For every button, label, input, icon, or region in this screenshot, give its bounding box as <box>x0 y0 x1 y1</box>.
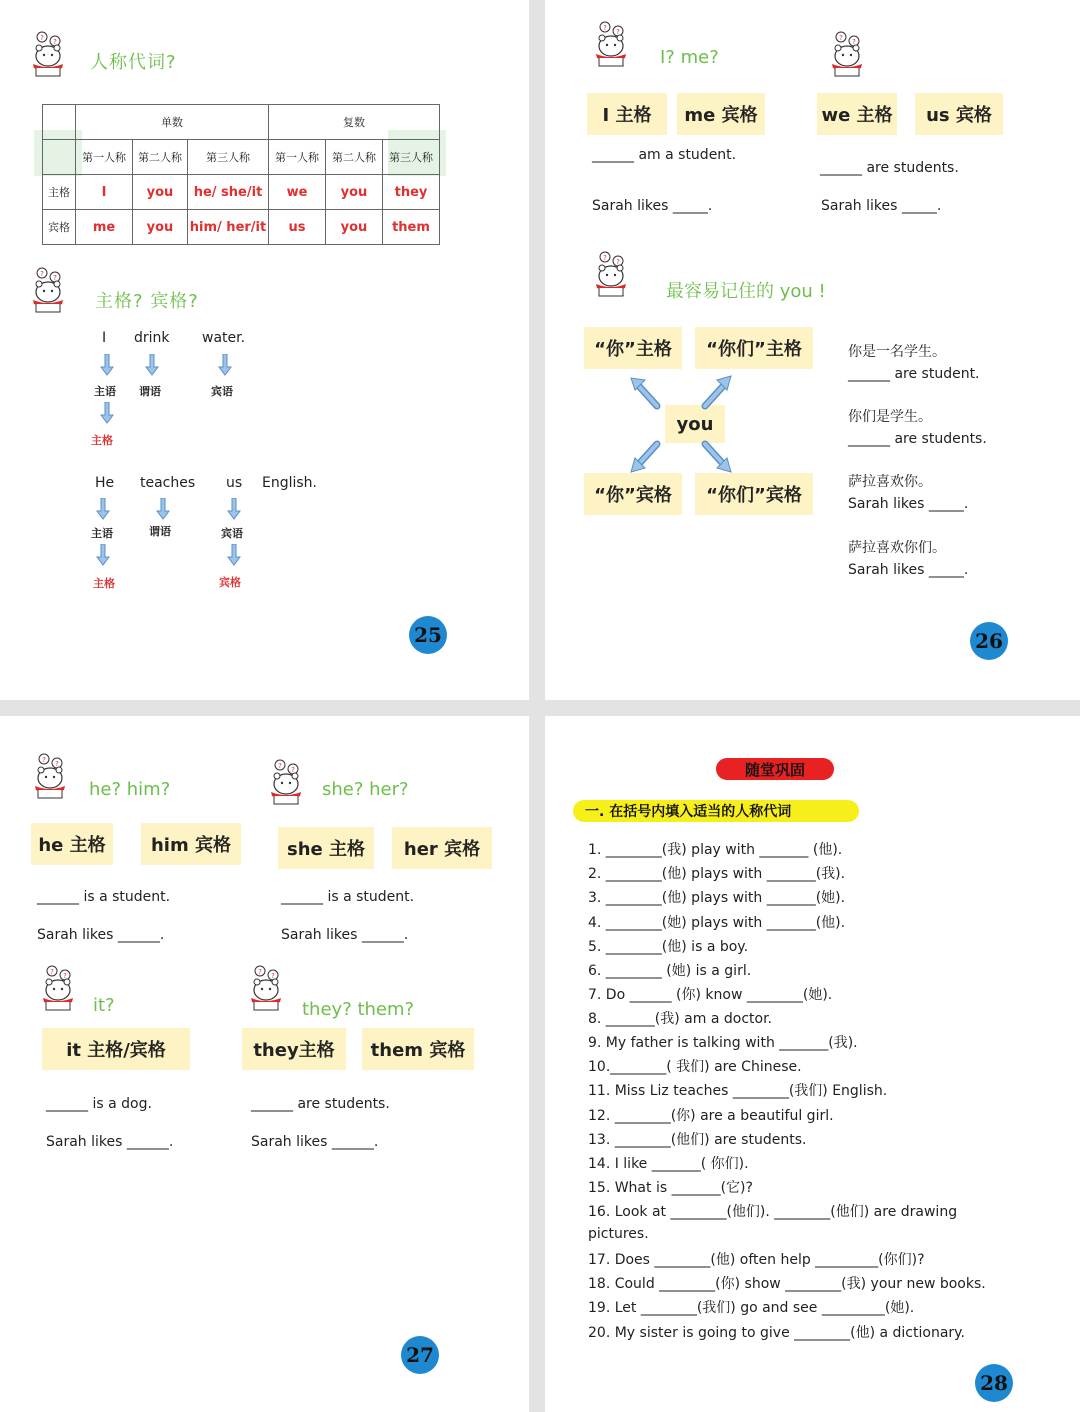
exercise-item: 17. Does ________(他) often help _________(你们)? <box>588 1252 925 1268</box>
section-title: they? them? <box>302 999 415 1020</box>
exercise-item: 6. ________ (她) is a girl. <box>588 963 752 979</box>
section-title: it? <box>93 995 115 1016</box>
table-row <box>43 175 440 210</box>
you-card-center: you <box>665 405 725 443</box>
arrow-down-icon <box>156 498 170 520</box>
person-header: 第一人称 <box>269 140 326 175</box>
fill-line: ______ are students. <box>820 160 959 176</box>
table-cell: he/ she/it <box>188 175 269 210</box>
banner: 随堂巩固 <box>716 758 834 780</box>
grammar-label: 主语 <box>91 527 113 540</box>
bear-icon <box>38 964 86 1012</box>
fill-line: ______ are students. <box>251 1096 390 1112</box>
fill-line: Sarah likes ______. <box>46 1134 174 1150</box>
fill-line: Sarah likes _____. <box>592 198 713 214</box>
table-cell: him/ her/it <box>188 210 269 245</box>
exercise-item: 14. I like _______( 你们). <box>588 1156 749 1172</box>
page-28 <box>545 716 1080 1412</box>
exercise-item: 2. ________(他) plays with _______(我). <box>588 866 846 882</box>
exercise-item: 11. Miss Liz teaches ________(我们) English. <box>588 1083 888 1099</box>
fill-line: ______ is a student. <box>281 889 415 905</box>
page-number: 27 <box>401 1336 439 1374</box>
page-26 <box>545 0 1080 700</box>
page-title: 人称代词? <box>90 52 177 73</box>
header-plural: 复数 <box>269 105 440 140</box>
qa-chinese: 你们是学生。 <box>848 409 932 425</box>
bear-icon <box>266 758 314 806</box>
table-cell: you <box>326 175 383 210</box>
table-cell: you <box>326 210 383 245</box>
table-row <box>43 210 440 245</box>
grammar-label: 谓语 <box>149 525 171 538</box>
exercise-item: 3. ________(他) plays with _______(她). <box>588 890 846 906</box>
exercise-item: 10.________( 我们) are Chinese. <box>588 1059 802 1075</box>
section-title: she? her? <box>322 779 409 800</box>
qa-chinese: 你是一名学生。 <box>848 344 946 360</box>
qa-chinese: 萨拉喜欢你。 <box>848 474 932 490</box>
exercise-item: 9. My father is talking with _______(我). <box>588 1035 858 1051</box>
arrow-down-icon <box>96 544 110 566</box>
page-title: I? me? <box>660 47 719 68</box>
pronoun-card: we 主格 <box>817 93 897 135</box>
section-title: he? him? <box>89 779 171 800</box>
qa-chinese: 萨拉喜欢你们。 <box>848 540 946 556</box>
header-singular: 单数 <box>76 105 269 140</box>
page-number: 25 <box>409 616 447 654</box>
fill-line: Sarah likes _____. <box>848 562 969 578</box>
pronoun-card: me 宾格 <box>677 93 765 135</box>
section-title <box>666 277 826 303</box>
pronoun-card: it 主格/宾格 <box>42 1028 190 1070</box>
table-cell: them <box>383 210 440 245</box>
table-cell: you <box>133 175 188 210</box>
person-header: 第一人称 <box>76 140 133 175</box>
exercise-item: 13. ________(他们) are students. <box>588 1132 807 1148</box>
fill-line: ______ am a student. <box>592 147 737 163</box>
you-card-br: “你们”宾格 <box>695 473 813 515</box>
case-label: 主格 <box>93 577 115 590</box>
pronoun-card: him 宾格 <box>141 823 241 865</box>
section-title: 主格? 宾格? <box>95 291 199 312</box>
grammar-label: 宾语 <box>221 527 243 540</box>
sentence-word: drink <box>134 330 170 346</box>
case-label: 主格 <box>91 434 113 447</box>
page-number: 26 <box>970 622 1008 660</box>
table-cell: they <box>383 175 440 210</box>
sentence-word: English. <box>262 475 318 491</box>
arrow-down-icon <box>100 354 114 376</box>
fill-line: ______ are student. <box>848 366 980 382</box>
exercise-item: 8. _______(我) am a doctor. <box>588 1011 773 1027</box>
sentence-word: water. <box>202 330 246 346</box>
arrow-down-icon <box>218 354 232 376</box>
pronoun-table <box>42 104 440 245</box>
title-english: you ! <box>774 281 826 302</box>
person-header: 第三人称 <box>188 140 269 175</box>
sentence-word: us <box>226 475 243 491</box>
exercise-item: 1. ________(我) play with _______ (他). <box>588 842 843 858</box>
pronoun-card: they主格 <box>242 1028 346 1070</box>
grammar-label: 主语 <box>94 385 116 398</box>
fill-line: ______ is a dog. <box>46 1096 152 1112</box>
row-label: 宾格 <box>43 210 76 245</box>
you-card-tl: “你”主格 <box>584 327 682 369</box>
bear-icon <box>28 266 76 314</box>
arrow-down-icon <box>145 354 159 376</box>
fill-line: Sarah likes ______. <box>37 927 165 943</box>
grammar-label: 谓语 <box>139 385 161 398</box>
fill-line: Sarah likes _____. <box>821 198 942 214</box>
pronoun-card: she 主格 <box>278 827 374 869</box>
arrow-down-icon <box>100 402 114 424</box>
exercise-item: 18. Could ________(你) show ________(我) your new books. <box>588 1276 986 1292</box>
exercise-item: 5. ________(他) is a boy. <box>588 939 749 955</box>
bear-icon <box>30 752 78 800</box>
pronoun-card: us 宾格 <box>915 93 1003 135</box>
arrow-down-icon <box>227 544 241 566</box>
case-label: 宾格 <box>219 576 241 589</box>
table-cell: I <box>76 175 133 210</box>
arrow-down-icon <box>96 498 110 520</box>
pronoun-card: them 宾格 <box>362 1028 474 1070</box>
fill-line: Sarah likes ______. <box>251 1134 379 1150</box>
table-cell: us <box>269 210 326 245</box>
you-card-bl: “你”宾格 <box>584 473 682 515</box>
pronoun-card: I 主格 <box>587 93 667 135</box>
sentence-word: He <box>95 475 115 491</box>
row-label: 主格 <box>43 175 76 210</box>
pronoun-card: her 宾格 <box>392 827 492 869</box>
exercise-item: 12. ________(你) are a beautiful girl. <box>588 1108 834 1124</box>
bear-icon <box>591 20 639 68</box>
page-number: 28 <box>975 1364 1013 1402</box>
exercise-item: pictures. <box>588 1226 649 1242</box>
diagonal-arrows <box>625 370 735 475</box>
exercise-item: 16. Look at ________(他们). ________(他们) are drawing <box>588 1204 958 1220</box>
fill-line: Sarah likes _____. <box>848 496 969 512</box>
section-heading: 一. 在括号内填入适当的人称代词 <box>573 800 859 822</box>
page-27 <box>0 716 529 1412</box>
bear-icon <box>246 964 294 1012</box>
arrow-down-icon <box>227 498 241 520</box>
bear-icon <box>28 30 76 78</box>
grammar-label: 宾语 <box>211 385 233 398</box>
exercise-item: 20. My sister is going to give ________(他) a dictionary. <box>588 1325 965 1341</box>
you-card-tr: “你们”主格 <box>695 327 813 369</box>
sentence-word: I <box>102 330 107 346</box>
exercise-item: 15. What is _______(它)? <box>588 1180 753 1196</box>
exercise-item: 4. ________(她) plays with _______(他). <box>588 915 846 931</box>
fill-line: ______ is a student. <box>37 889 171 905</box>
exercise-item: 7. Do ______ (你) know ________(她). <box>588 987 833 1003</box>
bear-icon <box>827 30 875 78</box>
page-25 <box>0 0 529 700</box>
person-header: 第三人称 <box>383 140 440 175</box>
title-chinese: 最容易记住的 <box>666 281 774 302</box>
person-header: 第二人称 <box>133 140 188 175</box>
sentence-word: teaches <box>140 475 196 491</box>
table-cell: me <box>76 210 133 245</box>
exercise-item: 19. Let ________(我们) go and see _________(她). <box>588 1300 915 1316</box>
table-cell: you <box>133 210 188 245</box>
bear-icon <box>591 250 639 298</box>
pronoun-card: he 主格 <box>31 823 113 865</box>
table-cell: we <box>269 175 326 210</box>
fill-line: Sarah likes ______. <box>281 927 409 943</box>
fill-line: ______ are students. <box>848 431 987 447</box>
person-header: 第二人称 <box>326 140 383 175</box>
